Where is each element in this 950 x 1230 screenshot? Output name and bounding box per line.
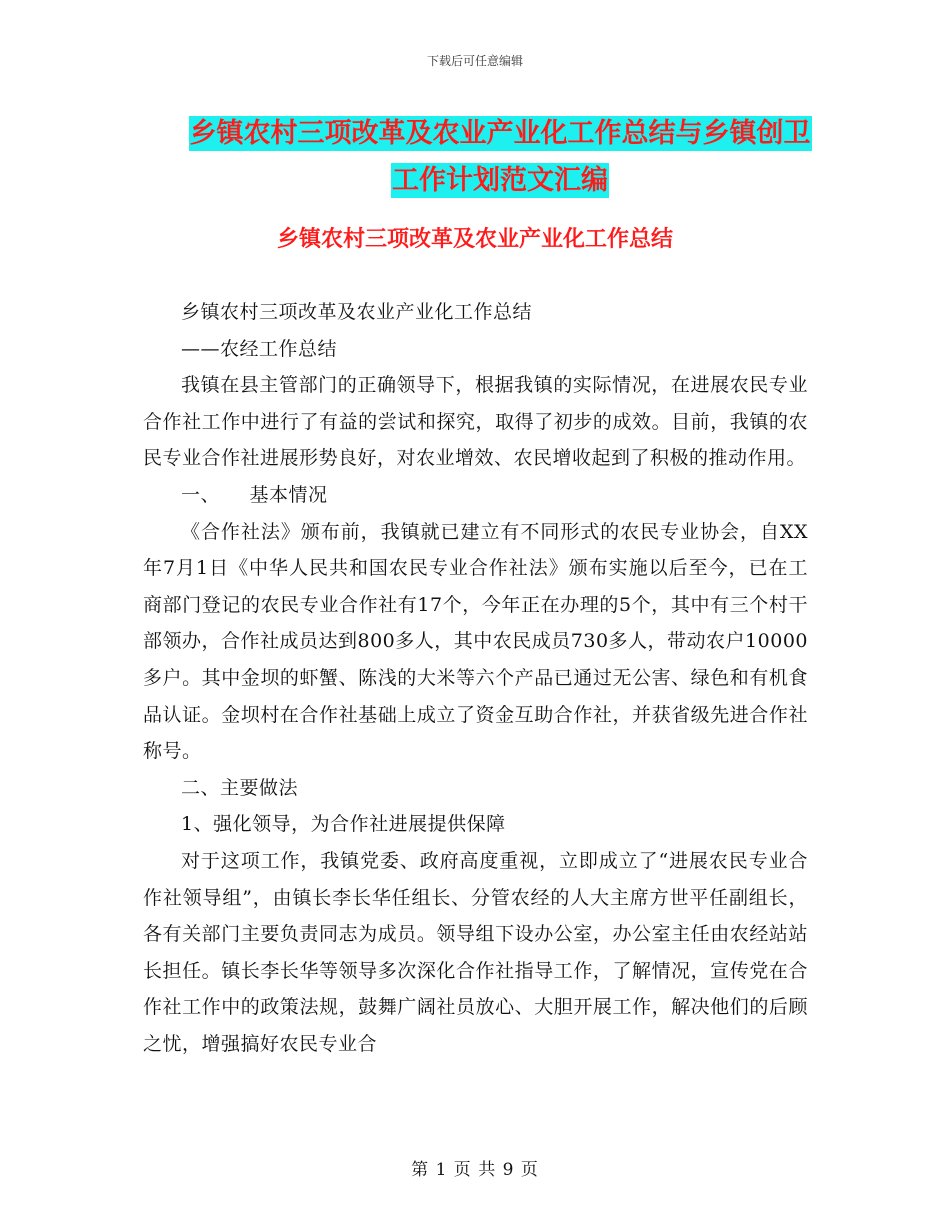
section-title: 乡镇农村三项改革及农业产业化工作总结 <box>276 227 673 252</box>
body-paragraph: 二、主要做法 <box>181 776 299 799</box>
header-note: 下载后可任意编辑 <box>426 54 523 68</box>
body-paragraph: 对于这项工作，我镇党委、政府高度重视，立即成立了“进展农民专业合作社领导组”，由镇长李长华任组长、分管农经的人大主席方世平任副组长，各有关部门主要负责同志为成员。领导组下设办公室，办公室主任由农经站站长担任。镇长李长华等领导多次深化合作社指导工作，了解情况，宣传党在合作社工作中的政策法规，鼓舞广阔社员放心、大胆开展工作，解决他们的后顾之忧，增强搞好农民专业合 <box>143 849 808 1055</box>
document-title-line-2: 工作计划范文汇编 <box>392 165 608 196</box>
body-paragraph: ——农经工作总结 <box>181 337 338 360</box>
body-paragraph: 1、强化领导，为合作社进展提供保障 <box>181 813 506 836</box>
document-body <box>143 294 808 1062</box>
body-paragraph: 乡镇农村三项改革及农业产业化工作总结 <box>181 301 533 323</box>
body-paragraph: 我镇在县主管部门的正确领导下，根据我镇的实际情况，在进展农民专业合作社工作中进行了有益的尝试和探究，取得了初步的成效。目前，我镇的农民专业合作社进展形势良好，对农业增效、农民增收起到了积极的推动作用。 <box>143 374 808 470</box>
body-paragraph: 一、 基本情况 <box>181 483 328 506</box>
body-paragraph: 《合作社法》颁布前，我镇就已建立有不同形式的农民专业协会，自XX年7月1日《中华人民共和国农民专业合作社法》颁布实施以后至今，已在工商部门登记的农民专业合作社有17个，今年正在办理的5个，其中有三个村干部领办，合作社成员达到800多人，其中农民成员730多人，带动农户10000多户。其中金坝的虾蟹、陈浅的大米等六个产品已通过无公害、绿色和有机食品认证。金坝村在合作社基础上成立了资金互助合作社，并获省级先进合作社称号。 <box>143 520 808 763</box>
page-number-footer: 第 1 页 共 9 页 <box>411 1160 539 1180</box>
document-title-line-1: 乡镇农村三项改革及农业产业化工作总结与乡镇创卫 <box>189 118 811 149</box>
document-title <box>140 110 860 204</box>
